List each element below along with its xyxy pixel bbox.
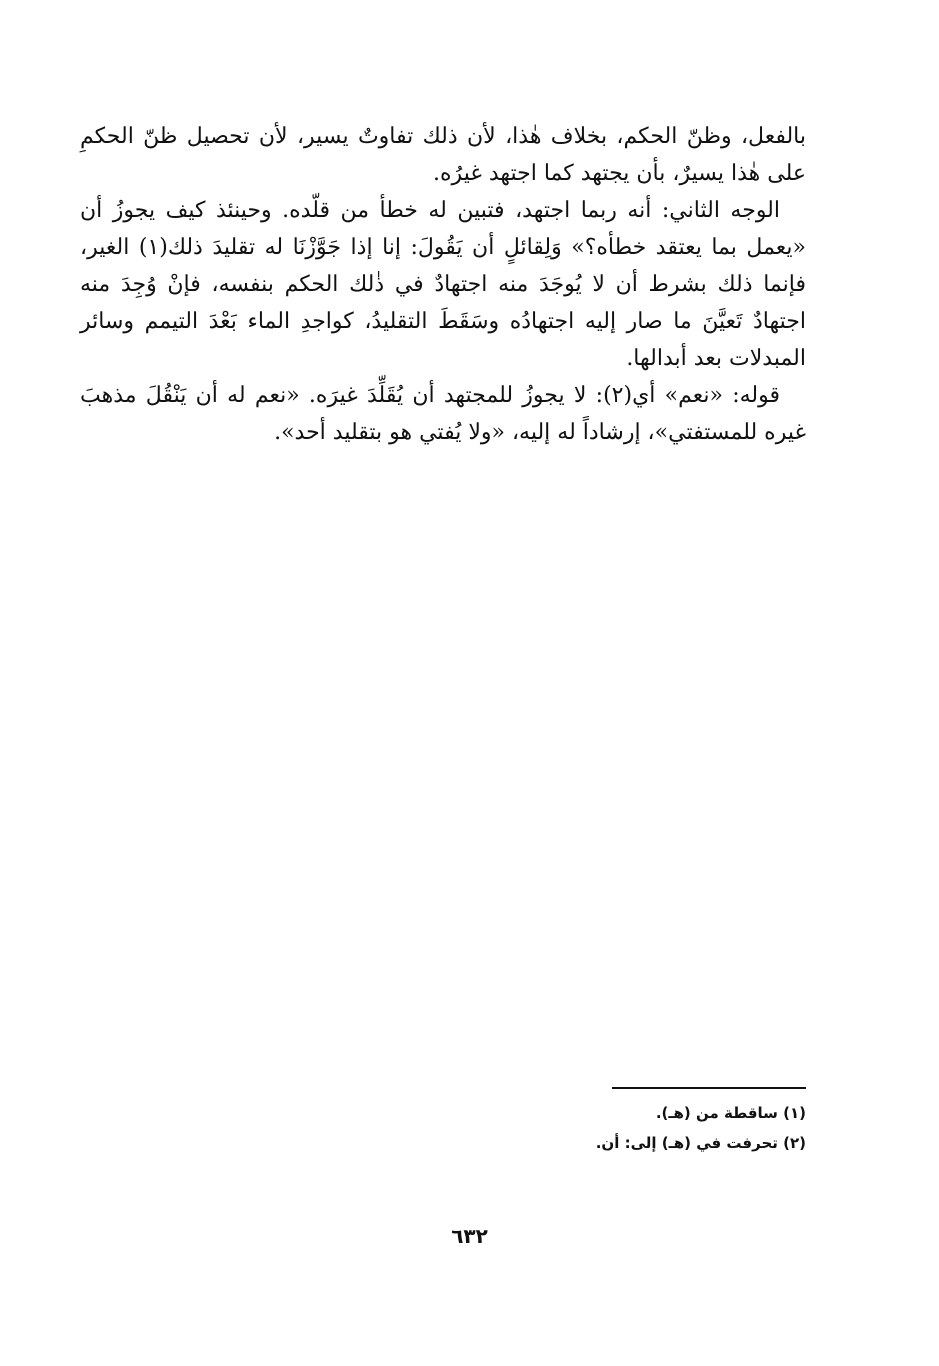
page-number: ٦٣٢: [451, 1224, 488, 1248]
main-text-block: [80, 118, 806, 451]
paragraph-1: بالفعل، وظنّ الحكم، بخلاف هٰذا، لأن ذلك تفاوتٌ يسير، لأن تحصيل ظنّ الحكمِ على هٰذا يسيرٌ، بأن يجتهد كما اجتهد غيرُه.: [80, 124, 806, 186]
footnotes: [400, 1098, 806, 1158]
footnote-separator: [612, 1087, 806, 1089]
footnote-2: (٢) تحرفت في (هـ) إلى: أن.: [595, 1134, 806, 1152]
paragraph-3: قوله: «نعم» أي(٢): لا يجوزُ للمجتهد أن يُقَلِّدَ غيرَه. «نعم له أن يَنْقُلَ مذهبَ غيره للمستفتي»، إرشاداً له إليه، «ولا يُفتي هو بتقليد أحد».: [80, 383, 806, 445]
footnote-1: (١) ساقطة من (هـ).: [655, 1104, 806, 1122]
paragraph-2: الوجه الثاني: أنه ربما اجتهد، فتبين له خطأ من قلّده. وحينئذ كيف يجوزُ أن «يعمل بما يعتقد خطأه؟» وَلِقائلٍ أن يَقُولَ: إنا إذا جَوَّزْنَا له تقليدَ ذلك(١) الغير، فإنما ذلك بشرط أن لا يُوجَدَ منه اجتهادٌ في ذٰلك الحكم بنفسه، فإنْ وُجِدَ منه اجتهادٌ تَعيَّنَ ما صار إليه اجتهادُه وسَقَطَ التقليدُ، كواجدِ الماء بَعْدَ التيمم وسائر المبدلات بعد أبدالها.: [80, 198, 806, 371]
